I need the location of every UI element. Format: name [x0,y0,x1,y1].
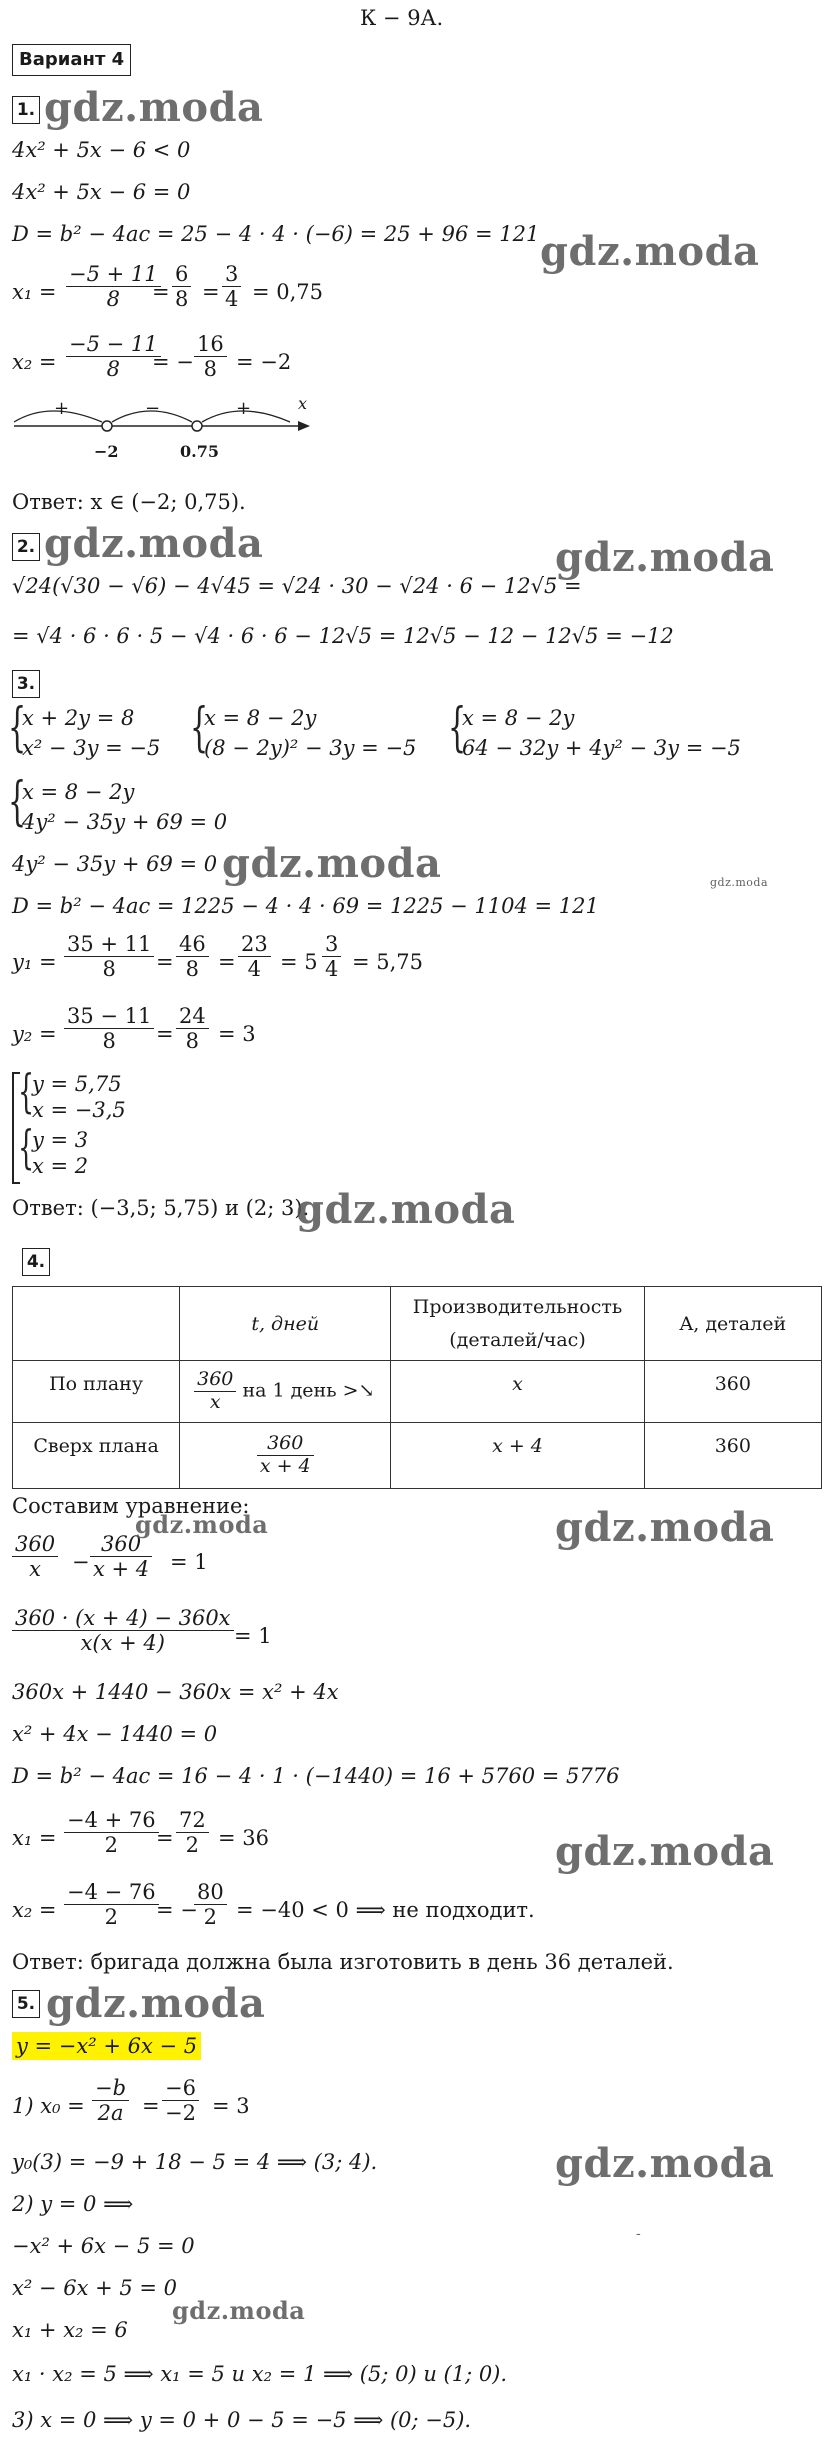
task5-vertex-x-result: = 3 [212,2094,250,2118]
task1-answer: Ответ: x ∈ (−2; 0,75). [12,490,246,514]
task-2-number: 2. [12,533,40,561]
table-header-amount: A, деталей [644,1287,821,1361]
task2-line-1: √24(√30 − √6) − 4√45 = √24 · 30 − √24 · 6 − 12√5 = [12,574,582,598]
task3-y2-frac-1: $\frac{35 - 11}{8}$ [64,1004,154,1053]
task4-intro: Составим уравнение: [12,1494,250,1518]
table-cell-time: $\frac{360}{x}$ на 1 день >↘ [180,1361,391,1423]
watermark: gdz.moda [555,1504,775,1551]
task1-discriminant: D = b² − 4ac = 25 − 4 · 4 · (−6) = 25 + 96 = 121 [12,222,540,246]
watermark: gdz.moda [44,520,264,567]
task3-line-5: 4y² − 35y + 69 = 0 [12,852,218,876]
system-equation: 64 − 32y + 4y² − 3y = −5 [462,736,741,760]
task5-vertex-frac-1: $\frac{-b}{2a}$ [92,2076,129,2125]
task3-y1-mixed: = 5 [280,950,318,974]
task4-eq2-rhs: = 1 [234,1624,272,1648]
system-equation: 4y² − 35y + 69 = 0 [22,810,228,834]
task3-root-x: x = 2 [32,1154,89,1178]
system-equation: x = 8 − 2y [204,706,317,730]
task3-y1-frac-1: $\frac{35 + 11}{8}$ [64,932,154,981]
task4-x1-frac-1: $\frac{-4 + 76}{2}$ [64,1808,159,1857]
task4-line-3: 360x + 1440 − 360x = x² + 4x [12,1680,339,1704]
task3-y1-frac-3: $\frac{23}{4}$ [238,932,271,981]
task1-line-1: 4x² + 5x − 6 < 0 [12,138,191,162]
task5-function: y = −x² + 6x − 5 [12,2034,201,2059]
table-cell-time: $\frac{360}{x + 4}$ [180,1423,391,1489]
system-equation: x = 8 − 2y [462,706,575,730]
table-cell-amount: 360 [644,1423,821,1489]
task1-x2-result: = −2 [236,350,292,374]
task5-vertex-frac-2: $\frac{-6}{-2}$ [162,2076,199,2125]
task3-y2-frac-2: $\frac{24}{8}$ [176,1004,209,1053]
system-brace: { [18,1120,35,1174]
watermark: gdz.moda [555,1828,775,1875]
task5-line-4: −x² + 6x − 5 = 0 [12,2234,195,2258]
system-brace: { [190,698,209,758]
task4-eq-frac-2: $\frac{360}{x + 4}$ [90,1532,152,1581]
axis-point-label: −2 [94,442,119,461]
open-point [102,421,112,431]
equals-sign: = [152,280,170,304]
task4-x2-result: = −40 < 0 ⟹ не подходит. [236,1898,535,1922]
system-brace: { [8,772,27,832]
task1-x1-frac-1: $\frac{-5 + 11}{8}$ [66,262,161,311]
minus-sign: − [72,1550,90,1574]
equals-sign: = − [156,1898,198,1922]
table-cell-productivity: x [391,1361,644,1423]
task5-line-6: x₁ + x₂ = 6 [12,2318,128,2342]
task4-eq2-frac: $\frac{360 \cdot (x + 4) - 360x}{x(x + 4)}$ [12,1606,234,1655]
table-header-empty [13,1287,180,1361]
task-4-number: 4. [22,1248,50,1276]
task-3-number: 3. [12,670,40,698]
task3-y2-lhs: y₂ = [12,1022,57,1046]
task3-y1-frac-4: $\frac{3}{4}$ [322,932,341,981]
open-point [192,421,202,431]
axis-sign: + [54,398,70,419]
system-equation: (8 − 2y)² − 3y = −5 [204,736,417,760]
arrow-icon [298,421,310,431]
watermark: gdz.moda [555,534,775,581]
task4-x1-frac-2: $\frac{72}{2}$ [176,1808,209,1857]
task-5-number: 5. [12,1990,40,2018]
watermark: gdz.moda [540,228,760,275]
task3-root-y: y = 5,75 [32,1072,122,1096]
watermark: gdz.moda [222,840,442,887]
system-equation: x² − 3y = −5 [22,736,161,760]
watermark: gdz.moda [296,1186,516,1233]
task4-x2-frac-1: $\frac{-4 - 76}{2}$ [64,1880,159,1929]
task4-x2-lhs: x₂ = [12,1898,57,1922]
watermark: gdz.moda [135,1510,269,1539]
task4-answer: Ответ: бригада должна была изготовить в день 36 деталей. [12,1950,674,1974]
task5-line-5: x² − 6x + 5 = 0 [12,2276,178,2300]
task1-line-2: 4x² + 5x − 6 = 0 [12,180,191,204]
axis-sign: + [236,398,252,419]
watermark: gdz.moda [172,2296,306,2325]
system-brace: { [448,698,467,758]
table-header-productivity: Производительность (деталей/час) [391,1287,644,1361]
task1-x2-frac-2: $\frac{16}{8}$ [194,332,227,381]
equals-sign: = [202,280,220,304]
task1-x2-frac-1: $\frac{-5 - 11}{8}$ [66,332,161,381]
task3-y1-result: = 5,75 [352,950,424,974]
task3-discriminant: D = b² − 4ac = 1225 − 4 · 4 · 69 = 1225 − 1104 = 121 [12,894,599,918]
task4-x1-result: = 36 [218,1826,269,1850]
axis-point-label: 0.75 [180,442,219,461]
system-brace: { [18,1064,35,1118]
task3-root-x: x = −3,5 [32,1098,126,1122]
task2-line-2: = √4 · 6 · 6 · 5 − √4 · 6 · 6 − 12√5 = 12√5 − 12 − 12√5 = −12 [12,624,674,648]
task4-x2-frac-2: $\frac{80}{2}$ [194,1880,227,1929]
variant-label: Вариант 4 [12,44,131,76]
task4-discriminant: D = b² − 4ac = 16 − 4 · 1 · (−1440) = 16 + 5760 = 5776 [12,1764,620,1788]
page-title: К − 9А. [360,6,444,30]
table-header-time: t, дней [180,1287,391,1361]
watermark: gdz.moda [44,84,264,131]
task3-root-y: y = 3 [32,1128,89,1152]
system-equation: x = 8 − 2y [22,780,135,804]
task4-eq-rhs: = 1 [170,1550,208,1574]
task5-line-7: x₁ · x₂ = 5 ⟹ x₁ = 5 и x₂ = 1 ⟹ (5; 0) и (1; 0). [12,2362,508,2386]
task-1-number: 1. [12,96,40,124]
task1-x1-frac-2: $\frac{6}{8}$ [172,262,191,311]
task5-line-2: y₀(3) = −9 + 18 − 5 = 4 ⟹ (3; 4). [12,2150,378,2174]
equals-sign: = [156,1022,174,1046]
equals-sign: = [142,2094,160,2118]
table-cell-amount: 360 [644,1361,821,1423]
task1-x1-frac-3: $\frac{3}{4}$ [222,262,241,311]
watermark: gdz.moda [710,876,769,889]
table-row-label: По плану [13,1361,180,1423]
task5-vertex-x-lhs: 1) x₀ = [12,2094,85,2118]
task3-y1-lhs: y₁ = [12,950,57,974]
task3-y2-result: = 3 [218,1022,256,1046]
equals-sign: = − [152,350,194,374]
task5-line-3: 2) y = 0 ⟹ [12,2192,134,2216]
axis-sign: − [145,398,161,419]
task4-table [12,1286,822,1489]
task1-x1-lhs: x₁ = [12,280,57,304]
system-brace: { [8,698,27,758]
table-cell-productivity: x + 4 [391,1423,644,1489]
watermark: gdz.moda [46,1980,266,2027]
system-equation: x + 2y = 8 [22,706,135,730]
task4-x1-lhs: x₁ = [12,1826,57,1850]
equals-sign: = [156,1826,174,1850]
task3-y1-frac-2: $\frac{46}{8}$ [176,932,209,981]
equals-sign: = [156,950,174,974]
task4-eq-frac-1: $\frac{360}{x}$ [12,1532,58,1581]
table-row-label: Сверх плана [13,1423,180,1489]
equals-sign: = [218,950,236,974]
watermark: gdz.moda [555,2140,775,2187]
task1-x1-result: = 0,75 [252,280,324,304]
task1-x2-lhs: x₂ = [12,350,57,374]
task4-line-4: x² + 4x − 1440 = 0 [12,1722,218,1746]
task3-answer: Ответ: (−3,5; 5,75) и (2; 3). [12,1196,310,1220]
task5-line-8: 3) x = 0 ⟹ y = 0 + 0 − 5 = −5 ⟹ (0; −5). [12,2408,472,2432]
axis-variable: x [298,394,308,413]
stray-mark: - [636,2226,641,2242]
number-line-diagram [0,396,330,456]
